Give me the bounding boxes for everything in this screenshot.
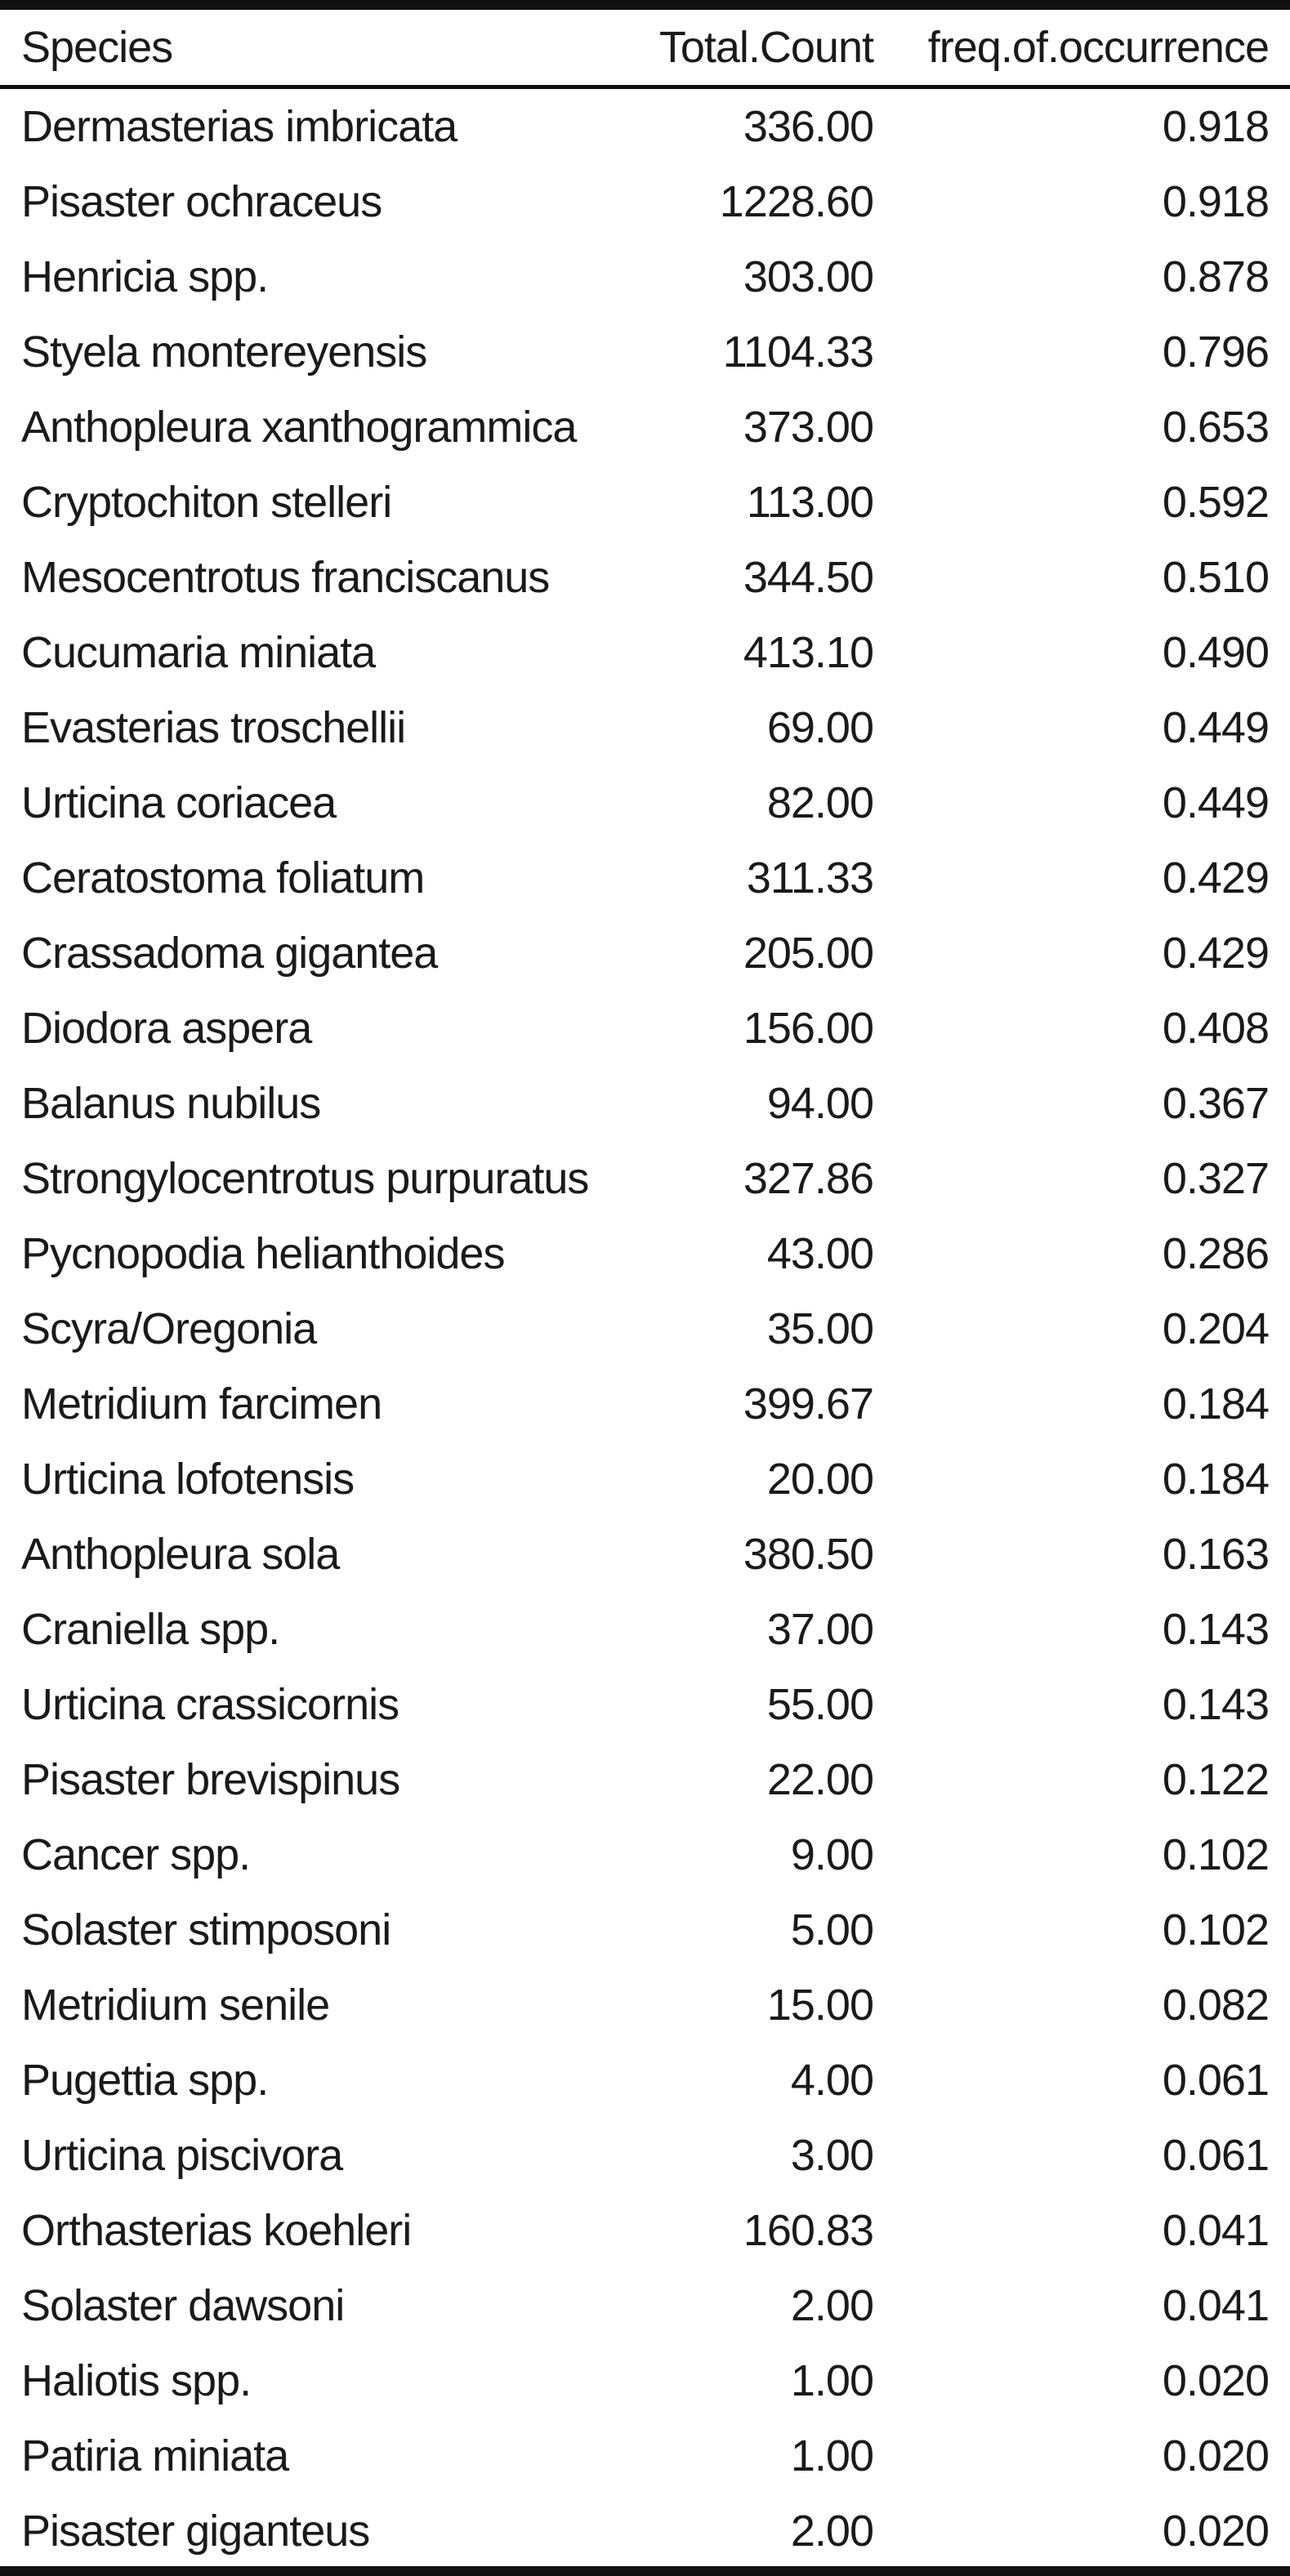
species-cell: Cancer spp. [21, 1830, 251, 1879]
freq-of-occurrence-cell: 0.286 [1162, 1229, 1269, 1278]
total-count-cell: 4.00 [790, 2056, 873, 2105]
table-row [0, 840, 1290, 916]
total-count-cell: 336.00 [743, 102, 873, 151]
total-count-cell: 55.00 [766, 1680, 873, 1729]
header-freq-of-occurrence: freq.of.occurrence [927, 23, 1269, 72]
total-count-cell: 2.00 [790, 2507, 873, 2556]
total-count-cell: 15.00 [766, 1981, 873, 2030]
total-count-cell: 156.00 [743, 1004, 873, 1053]
table-row [0, 1892, 1290, 1968]
species-cell: Urticina lofotensis [21, 1455, 355, 1504]
species-cell: Pisaster brevispinus [21, 1755, 400, 1804]
species-cell: Solaster stimposoni [21, 1905, 391, 1954]
table-bottom-rule [0, 2566, 1290, 2576]
freq-of-occurrence-cell: 0.510 [1162, 553, 1269, 602]
species-cell: Urticina coriacea [21, 778, 337, 827]
table-row [0, 1291, 1290, 1366]
table-row [0, 2043, 1290, 2118]
freq-of-occurrence-cell: 0.490 [1162, 628, 1269, 677]
freq-of-occurrence-cell: 0.041 [1162, 2281, 1269, 2330]
species-cell: Anthopleura sola [21, 1530, 340, 1579]
species-cell: Metridium farcimen [21, 1379, 382, 1428]
species-cell: Cucumaria miniata [21, 628, 376, 677]
total-count-cell: 1104.33 [722, 328, 873, 377]
table-row [0, 2418, 1290, 2494]
species-cell: Pycnopodia helianthoides [21, 1229, 505, 1278]
freq-of-occurrence-cell: 0.367 [1162, 1079, 1269, 1128]
total-count-cell: 69.00 [766, 703, 873, 752]
table-row [0, 239, 1290, 314]
species-cell: Dermasterias imbricata [21, 102, 458, 151]
freq-of-occurrence-cell: 0.204 [1162, 1304, 1269, 1353]
species-cell: Styela montereyensis [21, 328, 427, 377]
table-row [0, 2343, 1290, 2418]
table-row [0, 1066, 1290, 1141]
table-body [0, 89, 1290, 2569]
table-row [0, 1592, 1290, 1667]
total-count-cell: 1.00 [790, 2431, 873, 2480]
freq-of-occurrence-cell: 0.143 [1162, 1680, 1269, 1729]
species-cell: Mesocentrotus franciscanus [21, 553, 550, 602]
species-cell: Henricia spp. [21, 252, 269, 301]
freq-of-occurrence-cell: 0.918 [1162, 177, 1269, 226]
table-row [0, 615, 1290, 690]
total-count-cell: 9.00 [790, 1830, 873, 1879]
species-cell: Cryptochiton stelleri [21, 478, 392, 527]
table-row [0, 89, 1290, 164]
total-count-cell: 1.00 [790, 2356, 873, 2405]
table-row [0, 916, 1290, 991]
species-cell: Pisaster giganteus [21, 2507, 370, 2556]
table-row [0, 390, 1290, 465]
species-cell: Crassadoma gigantea [21, 929, 438, 978]
total-count-cell: 327.86 [743, 1154, 873, 1203]
table-row [0, 2494, 1290, 2569]
species-cell: Metridium senile [21, 1981, 330, 2030]
species-cell: Anthopleura xanthogrammica [21, 403, 577, 452]
total-count-cell: 413.10 [743, 628, 873, 677]
freq-of-occurrence-cell: 0.020 [1162, 2356, 1269, 2405]
freq-of-occurrence-cell: 0.061 [1162, 2056, 1269, 2105]
total-count-cell: 399.67 [743, 1379, 873, 1428]
species-cell: Ceratostoma foliatum [21, 853, 425, 902]
table-row [0, 164, 1290, 239]
table-row [0, 1517, 1290, 1592]
table-row [0, 1216, 1290, 1291]
freq-of-occurrence-cell: 0.429 [1162, 853, 1269, 902]
total-count-cell: 344.50 [743, 553, 873, 602]
freq-of-occurrence-cell: 0.878 [1162, 252, 1269, 301]
table-row [0, 1742, 1290, 1817]
header-species: Species [21, 23, 173, 72]
freq-of-occurrence-cell: 0.408 [1162, 1004, 1269, 1053]
freq-of-occurrence-cell: 0.041 [1162, 2206, 1269, 2255]
species-cell: Urticina crassicornis [21, 1680, 399, 1729]
freq-of-occurrence-cell: 0.102 [1162, 1830, 1269, 1879]
total-count-cell: 5.00 [790, 1905, 873, 1954]
total-count-cell: 37.00 [766, 1605, 873, 1654]
species-cell: Diodora aspera [21, 1004, 312, 1053]
table-row [0, 540, 1290, 615]
total-count-cell: 380.50 [743, 1530, 873, 1579]
freq-of-occurrence-cell: 0.020 [1162, 2431, 1269, 2480]
freq-of-occurrence-cell: 0.122 [1162, 1755, 1269, 1804]
total-count-cell: 94.00 [766, 1079, 873, 1128]
table-row [0, 991, 1290, 1066]
table-row [0, 2193, 1290, 2268]
header-total-count: Total.Count [658, 23, 873, 72]
freq-of-occurrence-cell: 0.184 [1162, 1379, 1269, 1428]
total-count-cell: 3.00 [790, 2131, 873, 2180]
table-row [0, 1667, 1290, 1742]
table-row [0, 2118, 1290, 2193]
total-count-cell: 35.00 [766, 1304, 873, 1353]
total-count-cell: 2.00 [790, 2281, 873, 2330]
total-count-cell: 160.83 [743, 2206, 873, 2255]
table-row [0, 765, 1290, 840]
species-cell: Pugettia spp. [21, 2056, 269, 2105]
freq-of-occurrence-cell: 0.102 [1162, 1905, 1269, 1954]
freq-of-occurrence-cell: 0.449 [1162, 778, 1269, 827]
total-count-cell: 1228.60 [719, 177, 873, 226]
species-cell: Solaster dawsoni [21, 2281, 345, 2330]
table-top-rule [0, 0, 1290, 10]
total-count-cell: 205.00 [743, 929, 873, 978]
freq-of-occurrence-cell: 0.918 [1162, 102, 1269, 151]
freq-of-occurrence-cell: 0.061 [1162, 2131, 1269, 2180]
table-row [0, 465, 1290, 540]
species-cell: Haliotis spp. [21, 2356, 252, 2405]
freq-of-occurrence-cell: 0.143 [1162, 1605, 1269, 1654]
species-cell: Urticina piscivora [21, 2131, 343, 2180]
total-count-cell: 113.00 [746, 478, 873, 527]
table-row [0, 690, 1290, 765]
species-cell: Orthasterias koehleri [21, 2206, 412, 2255]
freq-of-occurrence-cell: 0.184 [1162, 1455, 1269, 1504]
freq-of-occurrence-cell: 0.796 [1162, 328, 1269, 377]
freq-of-occurrence-cell: 0.429 [1162, 929, 1269, 978]
freq-of-occurrence-cell: 0.592 [1162, 478, 1269, 527]
total-count-cell: 43.00 [766, 1229, 873, 1278]
species-cell: Pisaster ochraceus [21, 177, 382, 226]
species-cell: Strongylocentrotus purpuratus [21, 1154, 589, 1203]
species-cell: Patiria miniata [21, 2431, 289, 2480]
total-count-cell: 373.00 [743, 403, 873, 452]
freq-of-occurrence-cell: 0.020 [1162, 2507, 1269, 2556]
table-row [0, 1141, 1290, 1216]
freq-of-occurrence-cell: 0.449 [1162, 703, 1269, 752]
freq-of-occurrence-cell: 0.653 [1162, 403, 1269, 452]
table-row [0, 1442, 1290, 1517]
total-count-cell: 303.00 [743, 252, 873, 301]
table-row [0, 1968, 1290, 2043]
total-count-cell: 22.00 [766, 1755, 873, 1804]
freq-of-occurrence-cell: 0.082 [1162, 1981, 1269, 2030]
total-count-cell: 82.00 [766, 778, 873, 827]
total-count-cell: 311.33 [746, 853, 873, 902]
total-count-cell: 20.00 [766, 1455, 873, 1504]
freq-of-occurrence-cell: 0.163 [1162, 1530, 1269, 1579]
freq-of-occurrence-cell: 0.327 [1162, 1154, 1269, 1203]
species-cell: Scyra/Oregonia [21, 1304, 317, 1353]
species-cell: Craniella spp. [21, 1605, 280, 1654]
table-row [0, 314, 1290, 390]
table-row [0, 2268, 1290, 2343]
species-cell: Evasterias troschellii [21, 703, 406, 752]
species-cell: Balanus nubilus [21, 1079, 321, 1128]
table-row [0, 1366, 1290, 1442]
table-header-row [0, 10, 1290, 85]
table-row [0, 1817, 1290, 1892]
